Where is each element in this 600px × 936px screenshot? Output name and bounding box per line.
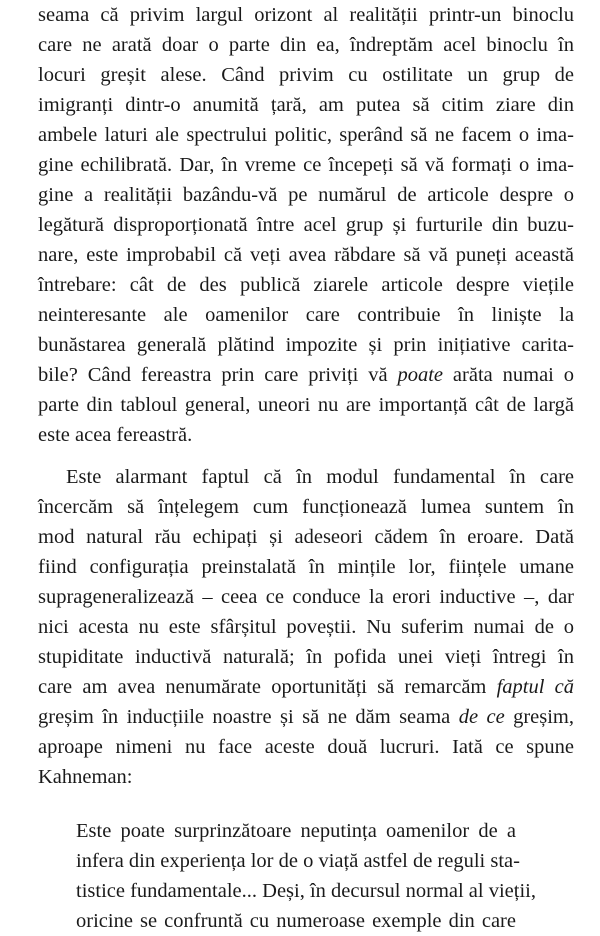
text-line: Este alarmant faptul că în modul fundamental în care: [66, 466, 574, 488]
paragraph-1: [38, 0, 574, 450]
text-segment: care am avea nenumărate oportunități să remarcăm: [38, 676, 497, 698]
text-line: seama că privim largul orizont al realității printr-un binoclu: [38, 4, 574, 26]
emphasis-text: poate: [397, 364, 444, 386]
quote-line: Este poate surprinzătoare neputința oamenilor de a: [76, 820, 516, 842]
text-line: imigranți dintr-o anumită țară, am putea să citim ziare din: [38, 94, 574, 116]
text-line: neinteresante ale oamenilor care contribuie în liniște la: [38, 304, 574, 326]
text-segment: bile? Când fereastra prin care priviți vă: [38, 364, 398, 386]
text-line: Kahneman:: [38, 766, 133, 788]
text-line: fiind configurația preinstalată în mințile lor, ființele umane: [38, 556, 574, 578]
text-line: aproape nimeni nu face aceste două lucruri. Iată ce spune: [38, 736, 574, 758]
text-line: stupiditate inductivă naturală; în pofida unei vieți întregi în: [38, 646, 574, 668]
text-line: nici acesta nu este sfârșitul poveștii. Nu suferim numai de o: [38, 616, 574, 638]
text-line: parte din tabloul general, uneori nu are importanță cât de largă: [38, 394, 574, 416]
book-page: [38, 0, 574, 936]
text-line: [38, 672, 574, 702]
emphasis-text: de ce: [458, 706, 505, 728]
text-line: bunăstarea generală plătind impozite și prin inițiative carita-: [38, 334, 574, 356]
block-quote: [38, 816, 536, 936]
emphasis-text: faptul că: [496, 676, 575, 698]
text-line: mod natural rău echipați și adeseori cădem în eroare. Dată: [38, 526, 574, 548]
text-line: gine echilibrată. Dar, în vreme ce începeți să vă formați o ima-: [38, 154, 574, 176]
paragraph-2: [38, 462, 574, 792]
text-line: suprageneralizează – ceea ce conduce la erori inductive –, dar: [38, 586, 574, 608]
text-line: gine a realității bazându-vă pe numărul de articole despre o: [38, 184, 574, 206]
text-line: încercăm să înțelegem cum funcționează lumea suntem în: [38, 496, 574, 518]
text-line: legătură disproporționată între acel grup și furturile din buzu-: [38, 214, 574, 236]
text-line: nare, este improbabil că veți avea răbdare să vă puneți această: [38, 244, 574, 266]
text-line: [38, 702, 574, 732]
quote-line: infera din experiența lor de o viață astfel de reguli sta-: [76, 850, 520, 872]
text-segment: arăta numai o: [443, 364, 575, 386]
text-line: [38, 360, 574, 390]
text-line: întrebare: cât de des publică ziarele articole despre viețile: [38, 274, 574, 296]
quote-line: tistice fundamentale... Deși, în decursul normal al vieții,: [76, 880, 536, 902]
text-line: care ne arată doar o parte din ea, îndreptăm acel binoclu în: [38, 34, 574, 56]
quote-line: oricine se confruntă cu numeroase exemple din care: [76, 910, 516, 932]
text-line: locuri greșit alese. Când privim cu ostilitate un grup de: [38, 64, 574, 86]
text-line: este acea fereastră.: [38, 424, 193, 446]
text-line: ambele laturi ale spectrului politic, sperând să ne facem o ima-: [38, 124, 574, 146]
text-segment: greșim în inducțiile noastre și să ne dăm seama: [38, 706, 459, 728]
text-segment: greșim,: [504, 706, 575, 728]
